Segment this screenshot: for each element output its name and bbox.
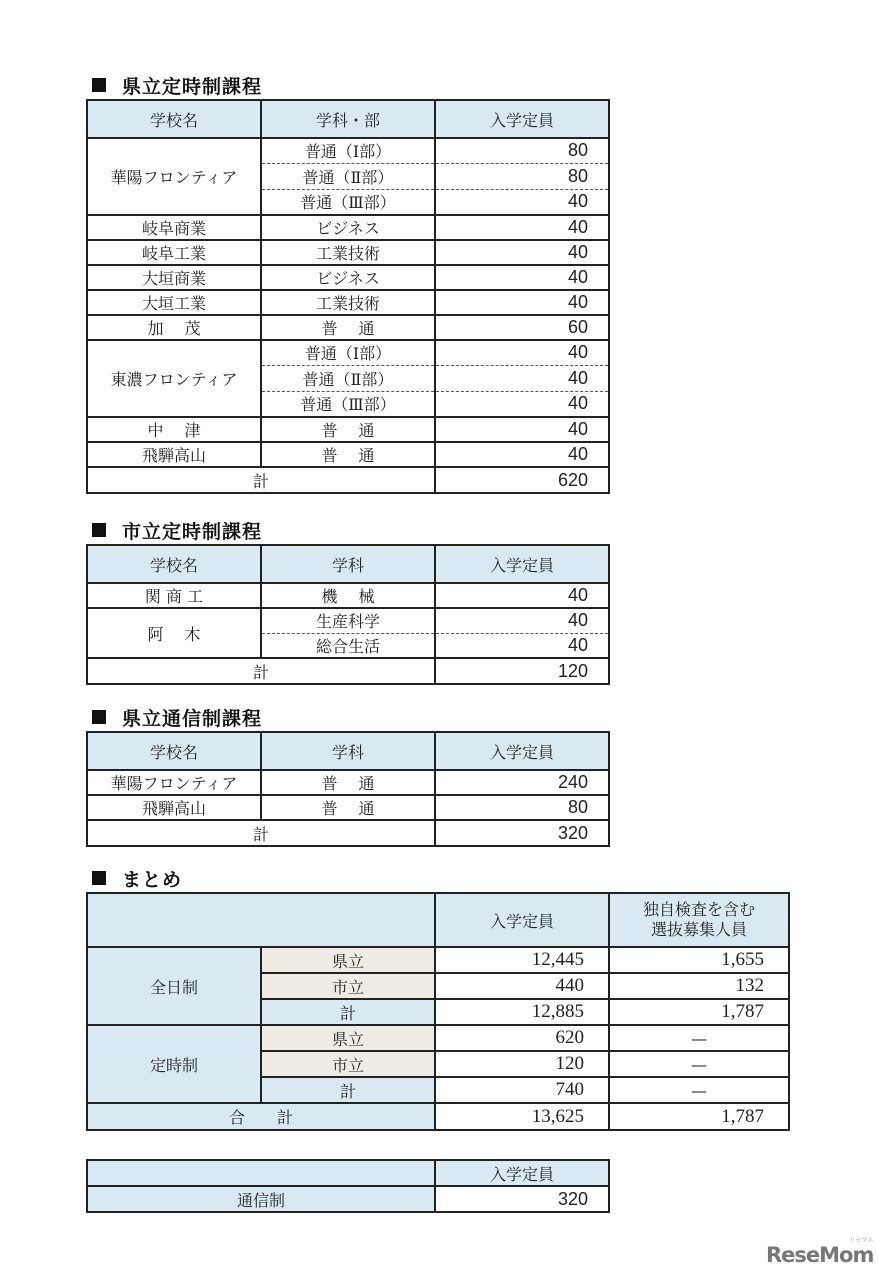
type-label: 計 [261,1077,435,1103]
capacity-value: 320 [435,1186,609,1212]
table-row [87,608,609,633]
selection-value: 1,787 [609,999,789,1025]
type-label: 計 [261,999,435,1025]
school-name: 中 津 [87,417,261,442]
school-name: 飛騨高山 [87,795,261,820]
capacity-value: 80 [435,163,609,189]
capacity-value: 60 [435,315,609,340]
capacity-value: 40 [435,633,609,658]
capacity-value: 40 [435,365,609,391]
dept-name: 総合生活 [261,633,435,658]
school-name: 大垣商業 [87,265,261,290]
table-header-row [87,545,609,583]
header-capacity: 入学定員 [435,100,609,138]
table-row [87,770,609,795]
capacity-value: 740 [435,1077,609,1103]
table-row [87,240,609,265]
dept-name: 普通（Ⅰ部） [261,340,435,365]
grand-total-selection: 1,787 [609,1103,789,1130]
table-row [87,1025,789,1051]
capacity-value: 40 [435,417,609,442]
type-label: 県立 [261,947,435,973]
dept-name: 普通（Ⅱ部） [261,365,435,391]
total-label: 計 [87,820,435,846]
capacity-value: 620 [435,1025,609,1051]
school-name: 阿 木 [87,608,261,658]
capacity-value: 80 [435,138,609,163]
capacity-value: 80 [435,795,609,820]
total-row [87,820,609,846]
square-bullet-icon [92,710,106,724]
grand-total-label: 合 計 [87,1103,435,1130]
school-name: 関 商 工 [87,583,261,608]
total-row [87,658,609,684]
type-label: 県立 [261,1025,435,1051]
capacity-value: 12,445 [435,947,609,973]
selection-value: 1,655 [609,947,789,973]
type-label: 市立 [261,1051,435,1077]
capacity-value: 40 [435,265,609,290]
header-capacity: 入学定員 [435,893,609,947]
header-selection: 独自検査を含む 選抜募集人員 [609,893,789,947]
dept-name: 普通（Ⅱ部） [261,163,435,189]
total-value: 120 [435,658,609,684]
pref-parttime-table [86,99,610,494]
capacity-value: 40 [435,240,609,265]
selection-value: — [609,1051,789,1077]
table-header-row [87,100,609,138]
dept-name: 工業技術 [261,290,435,315]
section-title-pref-correspondence: 県立通信制課程 [92,708,262,730]
dept-name: ビジネス [261,215,435,240]
table-row [87,340,609,365]
school-name: 加 茂 [87,315,261,340]
header-dept: 学科 [261,732,435,770]
dept-name: ビジネス [261,265,435,290]
table-row [87,315,609,340]
header-school: 学校名 [87,732,261,770]
table-row [87,795,609,820]
selection-value: — [609,1025,789,1051]
selection-value: 132 [609,973,789,999]
square-bullet-icon [92,78,106,92]
capacity-value: 40 [435,340,609,365]
school-name: 大垣工業 [87,290,261,315]
section-title-summary: まとめ [92,869,182,891]
school-name: 飛騨高山 [87,442,261,467]
school-name: 華陽フロンティア [87,138,261,215]
city-parttime-table [86,544,610,685]
correspondence-label: 通信制 [87,1186,435,1212]
dept-name: 普 通 [261,442,435,467]
table-row [87,290,609,315]
capacity-value: 40 [435,391,609,417]
pref-correspondence-table [86,731,610,847]
header-dept: 学科・部 [261,100,435,138]
school-name: 華陽フロンティア [87,770,261,795]
table-row [87,417,609,442]
table-row [87,215,609,240]
table-row [87,583,609,608]
total-label: 計 [87,467,435,493]
table-header-row [87,732,609,770]
capacity-value: 40 [435,215,609,240]
dept-name: 機 械 [261,583,435,608]
school-name: 東濃フロンティア [87,340,261,417]
dept-name: 普 通 [261,417,435,442]
school-name: 岐阜工業 [87,240,261,265]
header-school: 学校名 [87,100,261,138]
total-label: 計 [87,658,435,684]
type-label: 市立 [261,973,435,999]
table-row [87,947,789,973]
summary-table [86,892,790,1131]
table-row [87,265,609,290]
header-school: 学校名 [87,545,261,583]
section-title-pref-parttime: 県立定時制課程 [92,76,262,98]
group-label-parttime: 定時制 [87,1025,261,1103]
square-bullet-icon [92,871,106,885]
group-label-fulltime: 全日制 [87,947,261,1025]
table-row [87,442,609,467]
header-capacity: 入学定員 [435,545,609,583]
capacity-value: 120 [435,1051,609,1077]
correspondence-summary-table [86,1159,610,1213]
dept-name: 普 通 [261,315,435,340]
dept-name: 普通（Ⅰ部） [261,138,435,163]
dept-name: 普 通 [261,770,435,795]
header-capacity: 入学定員 [435,732,609,770]
square-bullet-icon [92,523,106,537]
grand-total-row [87,1103,789,1130]
section-title-city-parttime: 市立定時制課程 [92,521,262,543]
capacity-value: 40 [435,608,609,633]
grand-total-capacity: 13,625 [435,1103,609,1130]
total-value: 320 [435,820,609,846]
dept-name: 工業技術 [261,240,435,265]
dept-name: 普通（Ⅲ部） [261,189,435,215]
capacity-value: 240 [435,770,609,795]
capacity-value: 40 [435,290,609,315]
header-capacity: 入学定員 [435,1160,609,1186]
total-value: 620 [435,467,609,493]
dept-name: 普 通 [261,795,435,820]
table-row [87,1186,609,1212]
capacity-value: 440 [435,973,609,999]
header-blank [87,893,435,947]
total-row [87,467,609,493]
table-header-row [87,893,789,947]
capacity-value: 12,885 [435,999,609,1025]
table-header-row [87,1160,609,1186]
resemom-logo: ReseMom リセマム [766,1237,874,1267]
dept-name: 普通（Ⅲ部） [261,391,435,417]
selection-value: — [609,1077,789,1103]
capacity-value: 40 [435,583,609,608]
dept-name: 生産科学 [261,608,435,633]
school-name: 岐阜商業 [87,215,261,240]
header-dept: 学科 [261,545,435,583]
capacity-value: 40 [435,189,609,215]
capacity-value: 40 [435,442,609,467]
header-blank [87,1160,435,1186]
table-row [87,138,609,163]
